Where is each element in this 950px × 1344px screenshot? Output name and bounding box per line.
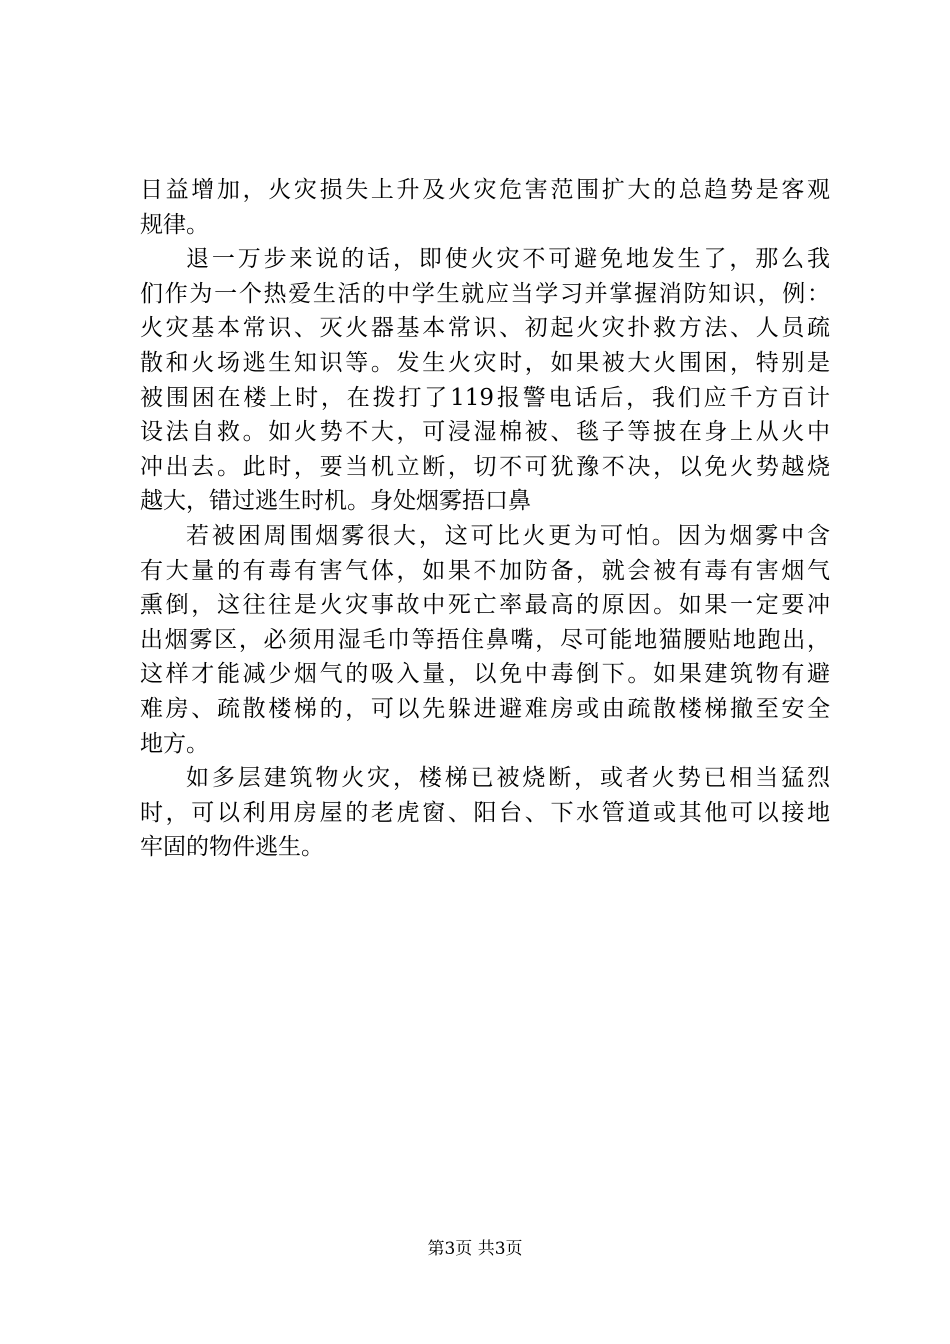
text-line: 们作为一个热爱生活的中学生就应当学习并掌握消防知识，例： — [140, 280, 830, 307]
text-line: 这样才能减少烟气的吸入量，以免中毒倒下。如果建筑物有避 — [140, 661, 830, 688]
paragraph — [140, 761, 830, 865]
text-line: 如多层建筑物火灾，楼梯已被烧断，或者火势已相当猛烈 — [186, 765, 830, 792]
text-line: 难房、疏散楼梯的，可以先躲进避难房或由疏散楼梯撤至安全 — [140, 695, 830, 722]
text-line: 规律。 — [140, 211, 209, 238]
text-line: 火灾基本常识、灭火器基本常识、初起火灾扑救方法、人员疏 — [140, 315, 830, 342]
text-line: 若被困周围烟雾很大，这可比火更为可怕。因为烟雾中含 — [186, 522, 830, 549]
text-line: 牢固的物件逃生。 — [140, 834, 324, 861]
text-line: 散和火场逃生知识等。发生火灾时，如果被大火围困，特别是 — [140, 349, 830, 376]
text-line: 设法自救。如火势不大，可浸湿棉被、毯子等披在身上从火中 — [140, 419, 830, 446]
paragraph — [140, 519, 830, 761]
text-line: 退一万步来说的话，即使火灾不可避免地发生了，那么我 — [186, 246, 830, 273]
text-line: 有大量的有毒有害气体，如果不加防备，就会被有毒有害烟气 — [140, 557, 830, 584]
text-line: 时，可以利用房屋的老虎窗、阳台、下水管道或其他可以接地 — [140, 799, 830, 826]
paragraph — [140, 242, 830, 519]
page-footer: 第3页 共3页 — [427, 1239, 523, 1259]
paragraph — [140, 173, 830, 242]
text-line: 被围困在楼上时，在拨打了119报警电话后，我们应千方百计 — [140, 384, 830, 411]
text-line: 熏倒，这往往是火灾事故中死亡率最高的原因。如果一定要冲 — [140, 592, 830, 619]
text-line: 地方。 — [140, 730, 209, 757]
text-line: 日益增加，火灾损失上升及火灾危害范围扩大的总趋势是客观 — [140, 177, 830, 203]
text-line: 越大，错过逃生时机。身处烟雾捂口鼻 — [140, 488, 531, 515]
text-line: 出烟雾区，必须用湿毛巾等捂住鼻嘴，尽可能地猫腰贴地跑出， — [140, 626, 830, 653]
text-line: 冲出去。此时，要当机立断，切不可犹豫不决，以免火势越烧 — [140, 453, 830, 480]
document-body — [140, 173, 830, 865]
